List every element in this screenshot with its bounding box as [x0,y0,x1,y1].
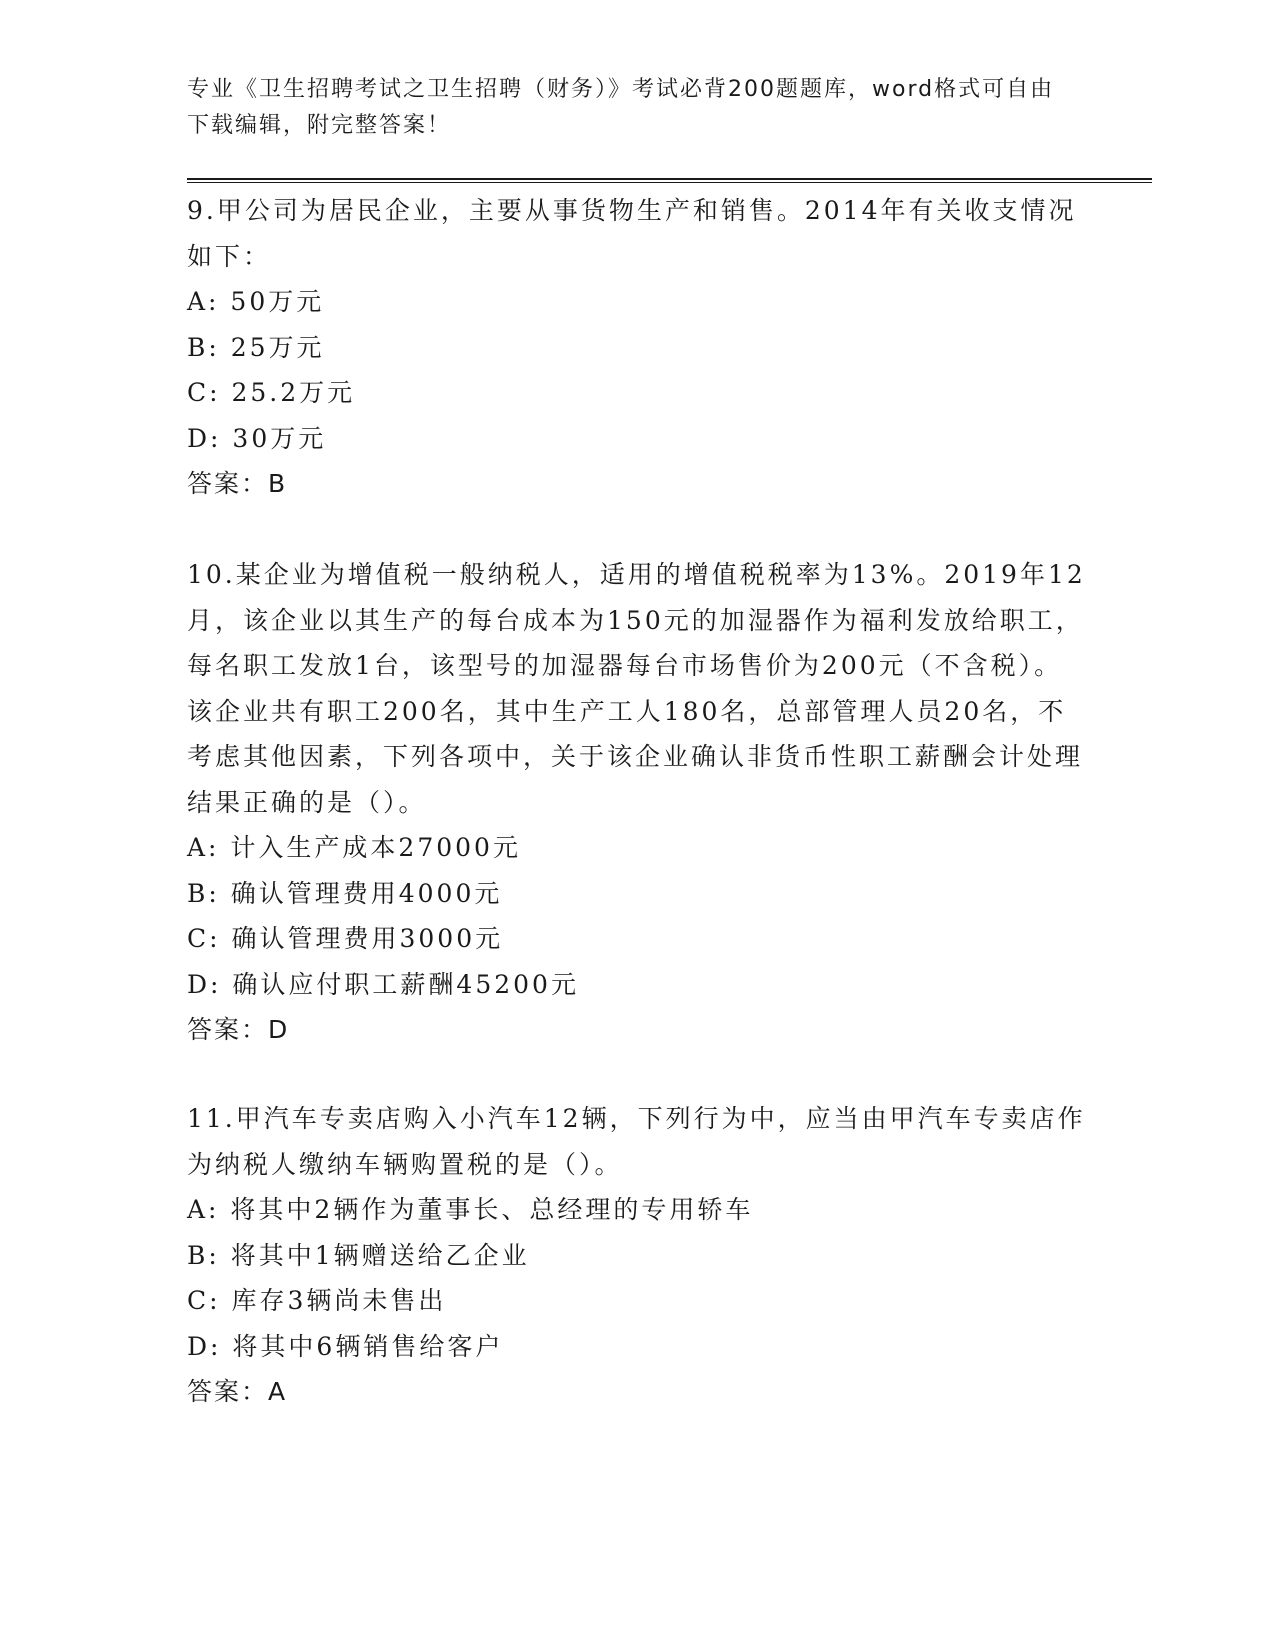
question-11 [187,1096,1087,1415]
document-header: 专业《卫生招聘考试之卫生招聘（财务）》考试必背200题题库，word格式可自由下载编辑，附完整答案！ [187,77,1055,138]
option-c: C: 库存3辆尚未售出 [187,1286,447,1315]
option-b: B: 确认管理费用4000元 [187,878,503,908]
option-a: A: 50万元 [187,287,325,316]
question-9 [187,188,1087,507]
option-d: D: 30万元 [187,423,327,453]
option-b: B: 25万元 [187,332,325,362]
option-d: D: 确认应付职工薪酬45200元 [187,969,579,999]
option-a: A: 将其中2辆作为董事长、总经理的专用轿车 [187,1195,754,1224]
option-b: B: 将其中1辆赠送给乙企业 [187,1240,530,1270]
option-d: D: 将其中6辆销售给客户 [187,1331,504,1361]
question-stem: 10.某企业为增值税一般纳税人，适用的增值税税率为13%。2019年12月，该企业以其生产的每台成本为150元的加湿器作为福利发放给职工，每名职工发放1台，该型号的加湿器每台市场售价为200元（不含税）。该企业共有职工200名，其中生产工人180名，总部管理人员20名，不考虑其他因素，下列各项中，关于该企业确认非货币性职工薪酬会计处理结果正确的是（）。 [187,560,1086,817]
header-divider [187,178,1152,183]
option-c: C: 25.2万元 [187,378,356,407]
answer: 答案：A [187,1377,288,1406]
option-a: A: 计入生产成本27000元 [187,833,521,862]
question-stem: 11.甲汽车专卖店购入小汽车12辆，下列行为中，应当由甲汽车专卖店作为纳税人缴纳车辆购置税的是（）。 [187,1104,1086,1179]
answer: 答案：D [187,1015,290,1044]
option-c: C: 确认管理费用3000元 [187,924,504,953]
answer: 答案：B [187,469,288,498]
question-10 [187,552,1087,1053]
question-stem: 9.甲公司为居民企业，主要从事货物生产和销售。2014年有关收支情况如下： [187,196,1077,271]
document-page [187,0,1152,1650]
